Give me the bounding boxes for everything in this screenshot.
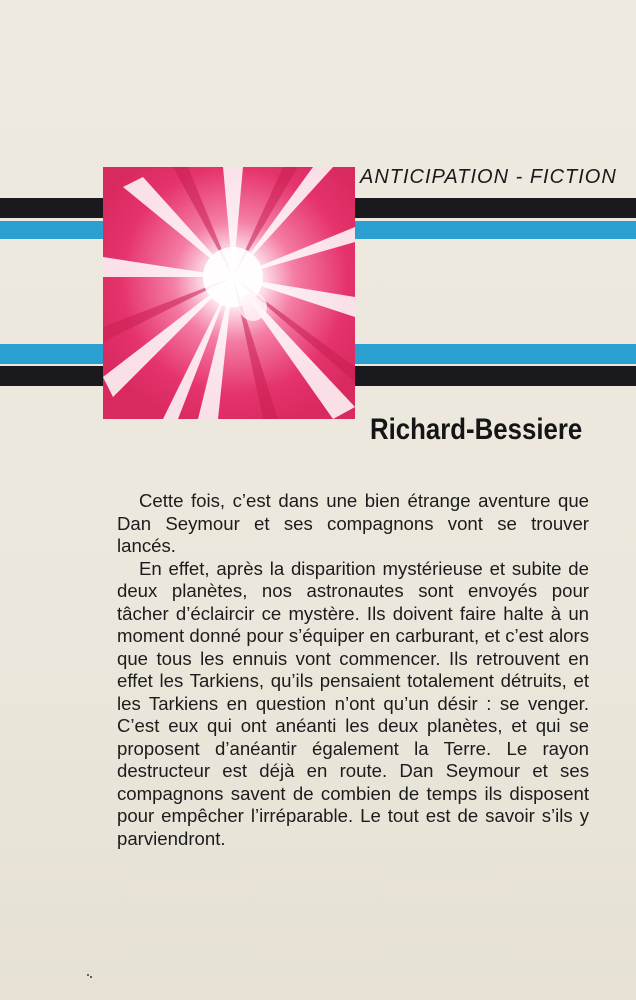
series-label: ANTICIPATION - FICTION <box>360 166 617 188</box>
blurb-paragraph-2: En effet, après la disparition mystérieuse et subite de deux planètes, nos astronautes sont envoyés pour tâcher d’éclaircir ce mystère. Ils doivent faire halte à un moment donné pour s’équiper en carburant, et c’est alors que tous les ennuis vont commencer. Ils retrouvent en effet les Tarkiens, qu’ils pensaient totalement détruits, et les Tarkiens en question n’ont qu’un désir : se venger. C’est eux qui ont anéanti les deux planètes, et qui se proposent d’anéantir également la Terre. Le rayon destructeur est déjà en route. Dan Seymour et ses compagnons savent de combien de temps ils disposent pour empêcher l’irréparable. Le tout est de savoir s’ils y parviendront. <box>117 557 589 849</box>
cover-illustration <box>103 167 355 419</box>
explosion-image <box>103 167 355 419</box>
author-name: Richard-Bessiere <box>370 413 583 446</box>
print-speck <box>86 972 94 980</box>
blurb-text <box>117 490 589 850</box>
blurb-paragraph-1: Cette fois, c’est dans une bien étrange aventure que Dan Seymour et ses compagnons vont se trouver lancés. <box>117 490 589 556</box>
